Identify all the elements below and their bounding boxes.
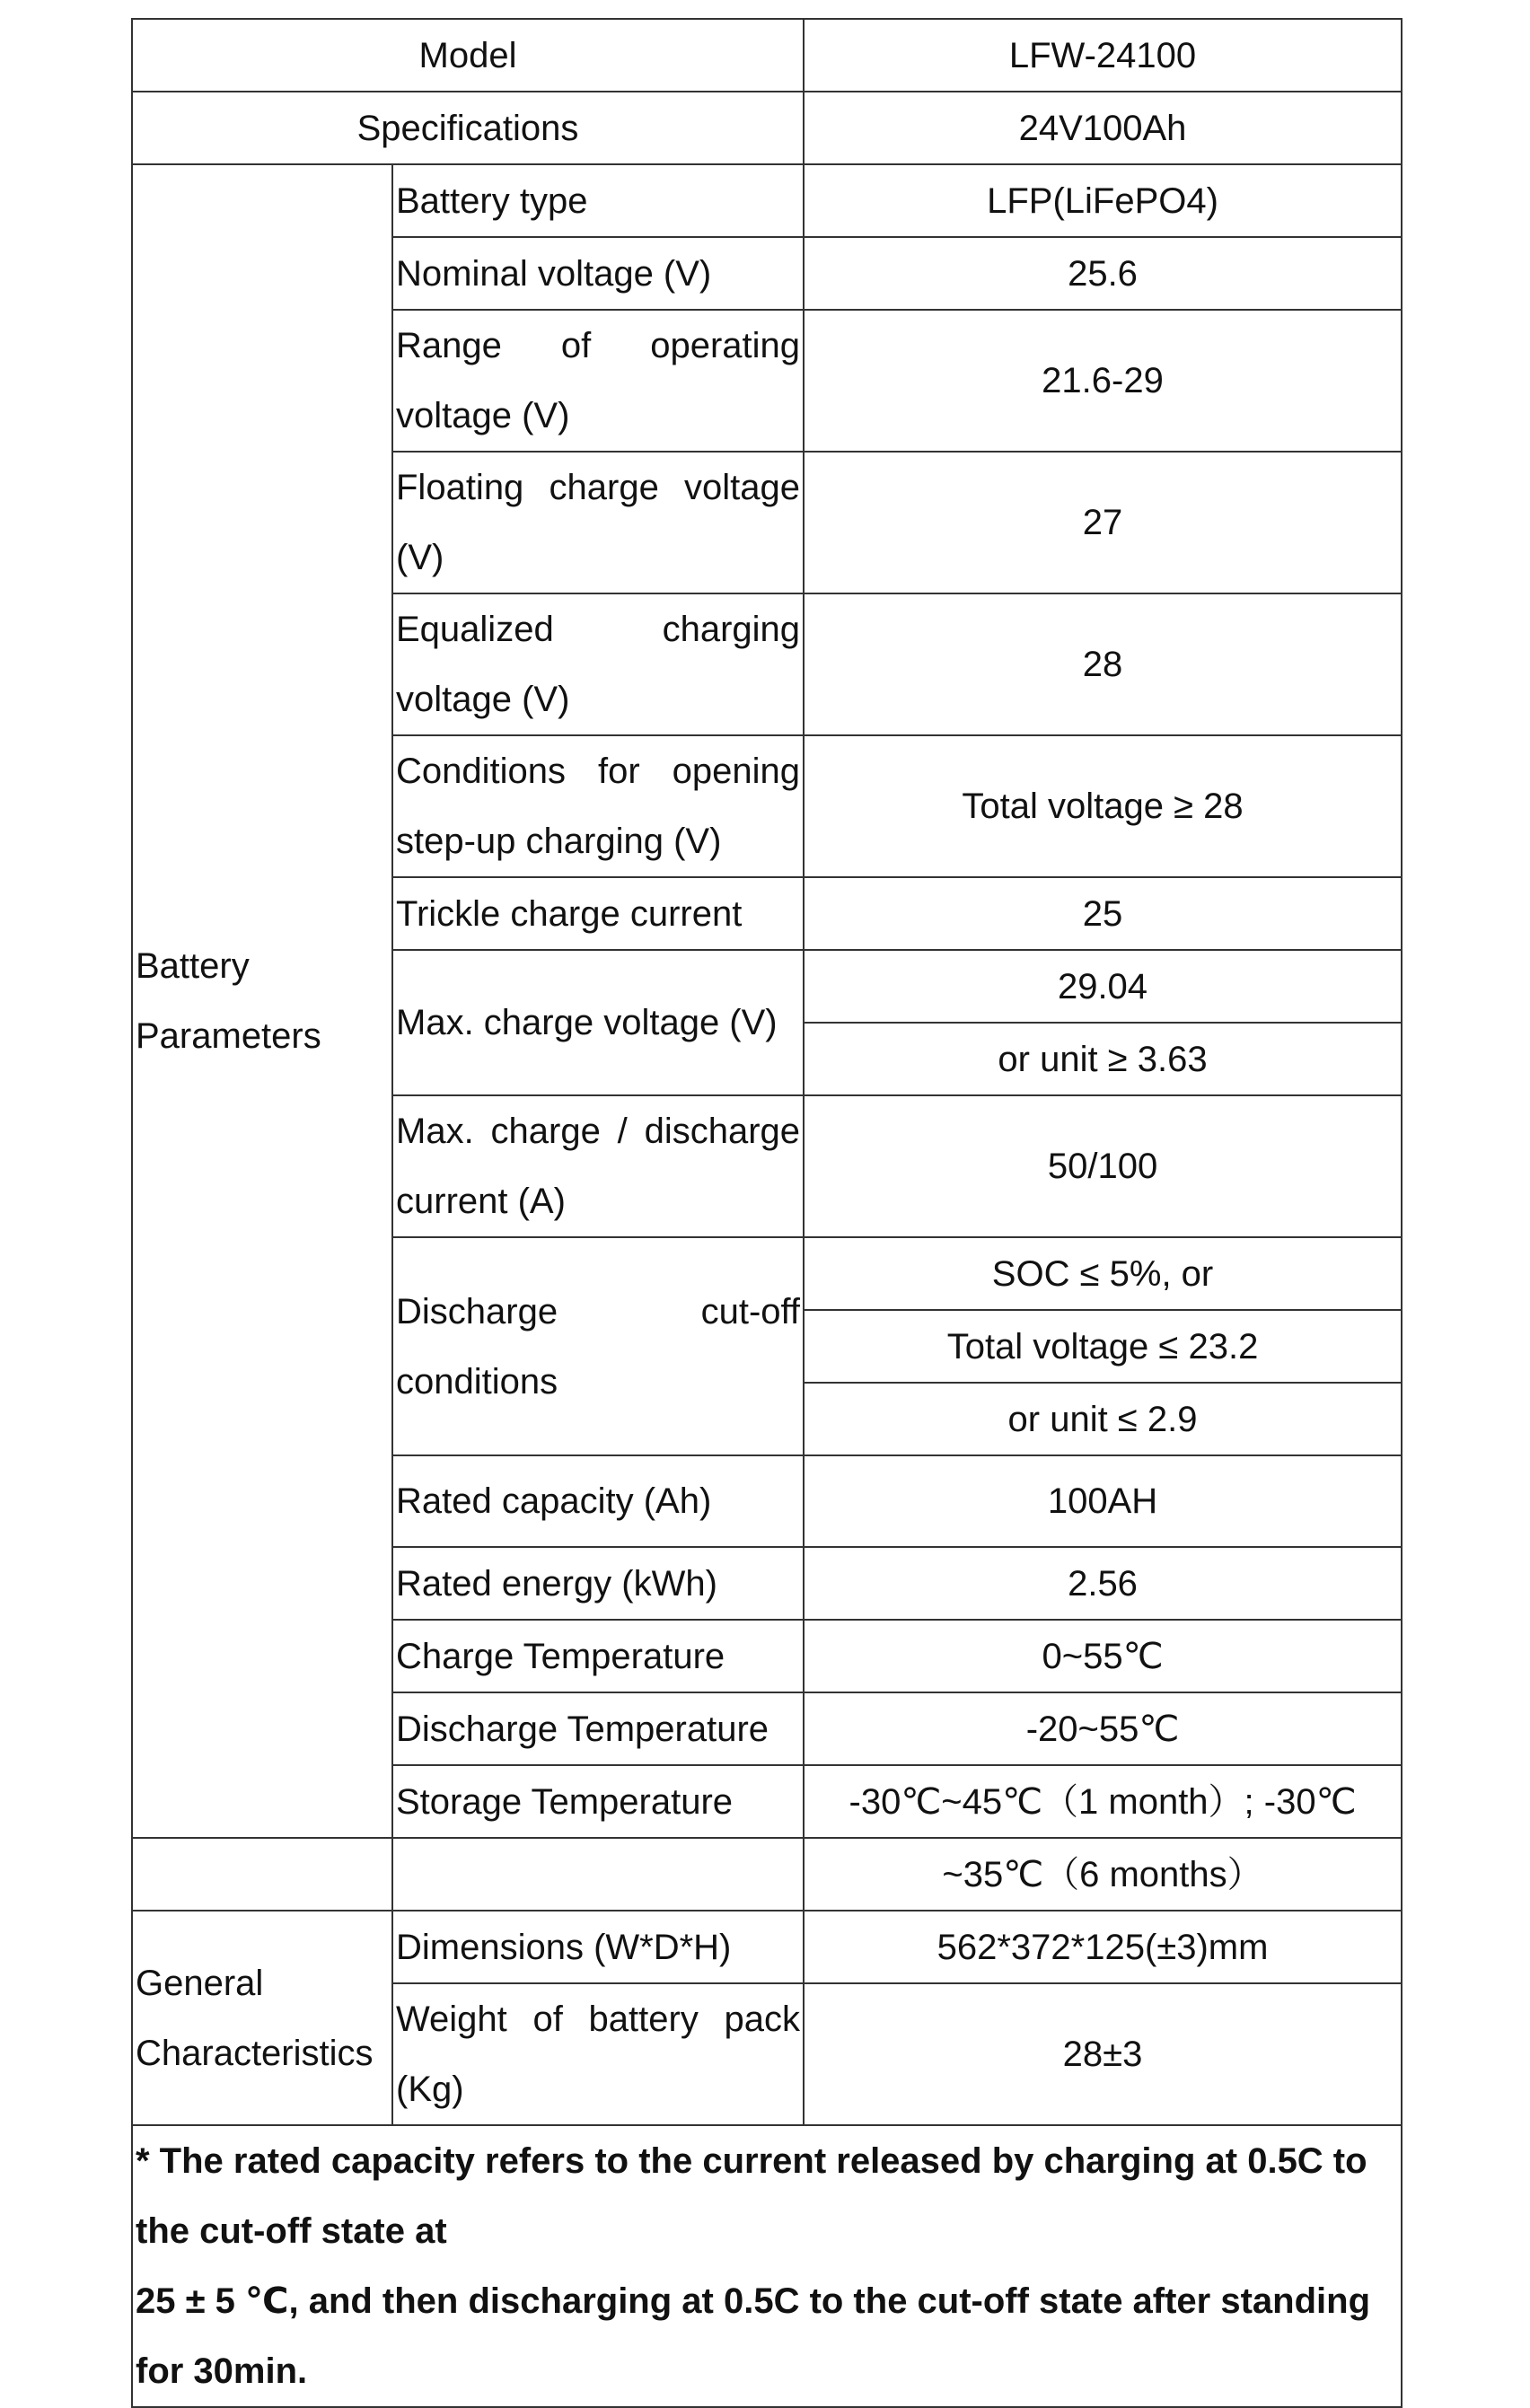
param-label: Max. charge voltage (V) <box>392 950 804 1095</box>
param-label-line1: Range of operating <box>396 326 801 365</box>
param-label-line2: (V) <box>396 538 444 577</box>
param-label-line2: step-up charging (V) <box>396 822 722 861</box>
param-label <box>392 1095 804 1237</box>
group-label-line2: Characteristics <box>136 2033 374 2073</box>
param-value: ~35℃（6 months） <box>804 1838 1402 1911</box>
general-characteristics-group <box>132 1911 392 2125</box>
group-label-line1: General <box>136 1963 264 2003</box>
empty-label-cell <box>392 1838 804 1911</box>
param-label <box>392 1237 804 1455</box>
param-value: 50/100 <box>804 1095 1402 1237</box>
param-label: Storage Temperature <box>392 1765 804 1838</box>
param-label-line2: (Kg) <box>396 2070 464 2109</box>
param-value: 0~55℃ <box>804 1620 1402 1692</box>
param-label-line1: Conditions for opening <box>396 751 801 791</box>
param-label <box>392 593 804 735</box>
param-value: 28 <box>804 593 1402 735</box>
param-value: 25 <box>804 877 1402 950</box>
param-label <box>392 1983 804 2125</box>
battery-spec-table <box>131 18 1402 2408</box>
param-label <box>392 452 804 593</box>
param-value: 562*372*125(±3)mm <box>804 1911 1402 1983</box>
param-label-line2: current (A) <box>396 1182 566 1221</box>
param-value: 100AH <box>804 1455 1402 1547</box>
battery-parameters-group <box>132 164 392 1838</box>
param-value: Total voltage ≥ 28 <box>804 735 1402 877</box>
param-value: LFP(LiFePO4) <box>804 164 1402 237</box>
param-value: Total voltage ≤ 23.2 <box>804 1310 1402 1383</box>
param-label: Battery type <box>392 164 804 237</box>
param-label: Discharge Temperature <box>392 1692 804 1765</box>
param-value: 27 <box>804 452 1402 593</box>
empty-group-cell <box>132 1838 392 1911</box>
param-value: or unit ≥ 3.63 <box>804 1023 1402 1095</box>
specifications-label: Specifications <box>132 92 804 164</box>
group-label-line1: Battery <box>136 946 250 986</box>
param-label-line2: voltage (V) <box>396 396 570 435</box>
param-label <box>392 310 804 452</box>
param-label-line1: Equalized charging <box>396 610 801 649</box>
param-value: -20~55℃ <box>804 1692 1402 1765</box>
param-label-line1: Weight of battery pack <box>396 1999 801 2039</box>
param-label: Nominal voltage (V) <box>392 237 804 310</box>
param-label-line1: Floating charge voltage <box>396 468 801 507</box>
row-dimensions <box>132 1911 1402 1983</box>
param-value: 25.6 <box>804 237 1402 310</box>
row-specifications <box>132 92 1402 164</box>
param-label: Dimensions (W*D*H) <box>392 1911 804 1983</box>
param-label-line1: Discharge cut-off <box>396 1291 801 1331</box>
row-battery-type <box>132 164 1402 237</box>
param-value: 2.56 <box>804 1547 1402 1620</box>
footnote <box>132 2125 1402 2407</box>
group-label-line2: Parameters <box>136 1016 321 1056</box>
footnote-line2: 25 ± 5 ℃, and then discharging at 0.5C to the cut-off state after standing for 30min. <box>136 2281 1371 2391</box>
param-value: or unit ≤ 2.9 <box>804 1383 1402 1455</box>
specifications-value: 24V100Ah <box>804 92 1402 164</box>
row-model <box>132 19 1402 92</box>
model-label: Model <box>132 19 804 92</box>
param-label <box>392 735 804 877</box>
model-value: LFW-24100 <box>804 19 1402 92</box>
param-label-line1: Max. charge / discharge <box>396 1112 801 1151</box>
param-value: 29.04 <box>804 950 1402 1023</box>
param-label-line2: conditions <box>396 1361 558 1402</box>
footnote-line1: * The rated capacity refers to the current released by charging at 0.5C to the cut-off state at <box>136 2141 1367 2251</box>
row-footnote <box>132 2125 1402 2407</box>
param-label: Charge Temperature <box>392 1620 804 1692</box>
param-label-line2: voltage (V) <box>396 680 570 719</box>
param-value: 28±3 <box>804 1983 1402 2125</box>
param-label: Rated energy (kWh) <box>392 1547 804 1620</box>
param-value: -30℃~45℃（1 month）; -30℃ <box>804 1765 1402 1838</box>
param-value: 21.6-29 <box>804 310 1402 452</box>
param-value: SOC ≤ 5%, or <box>804 1237 1402 1310</box>
param-label: Rated capacity (Ah) <box>392 1455 804 1547</box>
row-storage-temperature-continued <box>132 1838 1402 1911</box>
param-label: Trickle charge current <box>392 877 804 950</box>
